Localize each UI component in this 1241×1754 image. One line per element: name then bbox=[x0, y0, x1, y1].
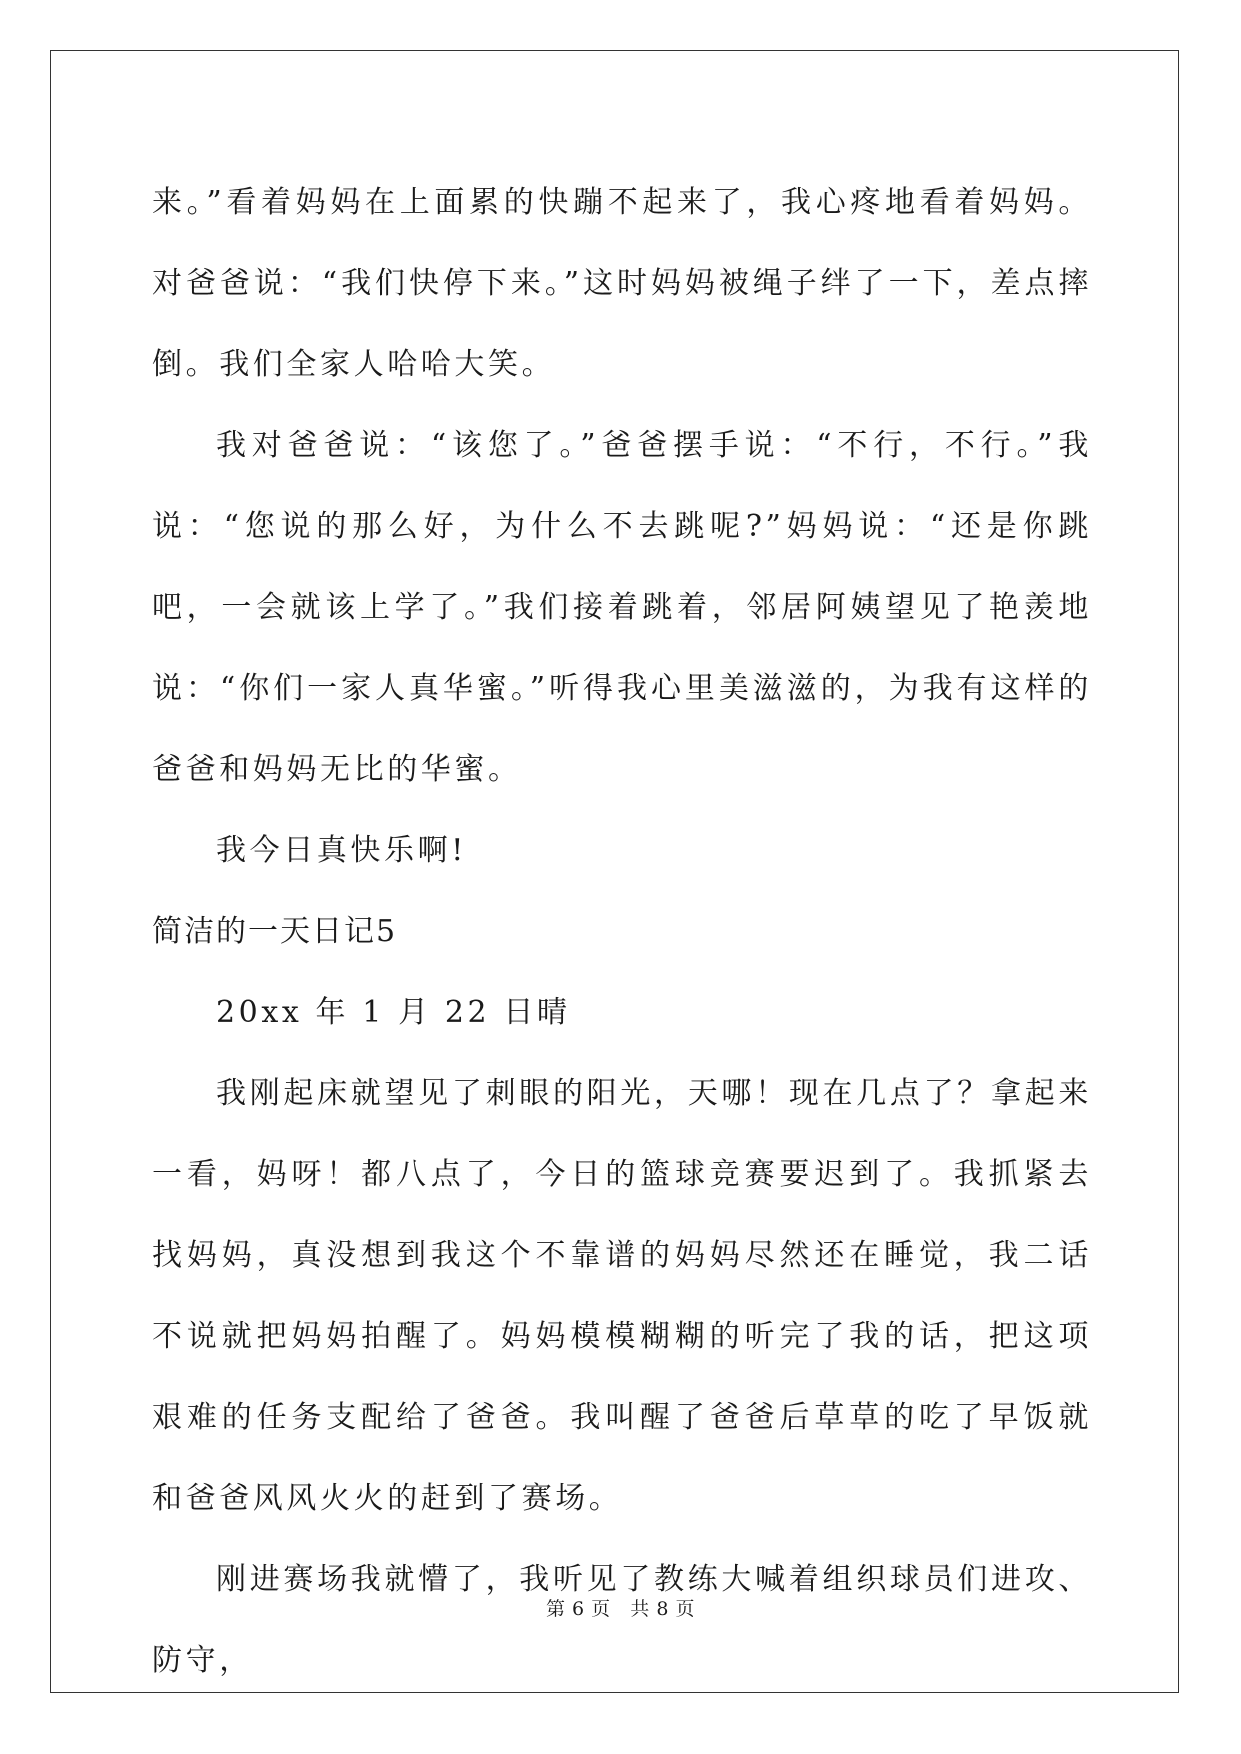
paragraph: 我今日真快乐啊! bbox=[216, 833, 467, 868]
section-heading: 简洁的一天日记5 bbox=[152, 914, 398, 949]
document-body bbox=[152, 162, 1092, 1701]
paragraph: 我对爸爸说：“该您了。”爸爸摆手说：“不行，不行。”我说：“您说的那么好，为什么不去跳呢?”妈妈说：“还是你跳吧，一会就该上学了。”我们接着跳着，邻居阿姨望见了艳羡地说：“你们一家人真华蜜。”听得我心里美滋滋的，为我有这样的爸爸和妈妈无比的华蜜。 bbox=[152, 428, 1092, 787]
paragraph: 我刚起床就望见了刺眼的阳光，天哪！现在几点了？拿起来一看，妈呀！都八点了，今日的篮球竞赛要迟到了。我抓紧去找妈妈，真没想到我这个不靠谱的妈妈尽然还在睡觉，我二话不说就把妈妈拍醒了。妈妈模模糊糊的听完了我的话，把这项艰难的任务支配给了爸爸。我叫醒了爸爸后草草的吃了早饭就和爸爸风风火火的赶到了赛场。 bbox=[152, 1076, 1092, 1516]
paragraph: 来。”看着妈妈在上面累的快蹦不起来了，我心疼地看着妈妈。对爸爸说：“我们快停下来。”这时妈妈被绳子绊了一下，差点摔倒。我们全家人哈哈大笑。 bbox=[152, 185, 1092, 382]
paragraph: 刚进赛场我就懵了，我听见了教练大喊着组织球员们进攻、防守， bbox=[152, 1562, 1092, 1678]
diary-date-line: 20xx 年 1 月 22 日晴 bbox=[216, 995, 571, 1030]
page-number-footer: 第 6 页 共 8 页 bbox=[546, 1598, 695, 1620]
